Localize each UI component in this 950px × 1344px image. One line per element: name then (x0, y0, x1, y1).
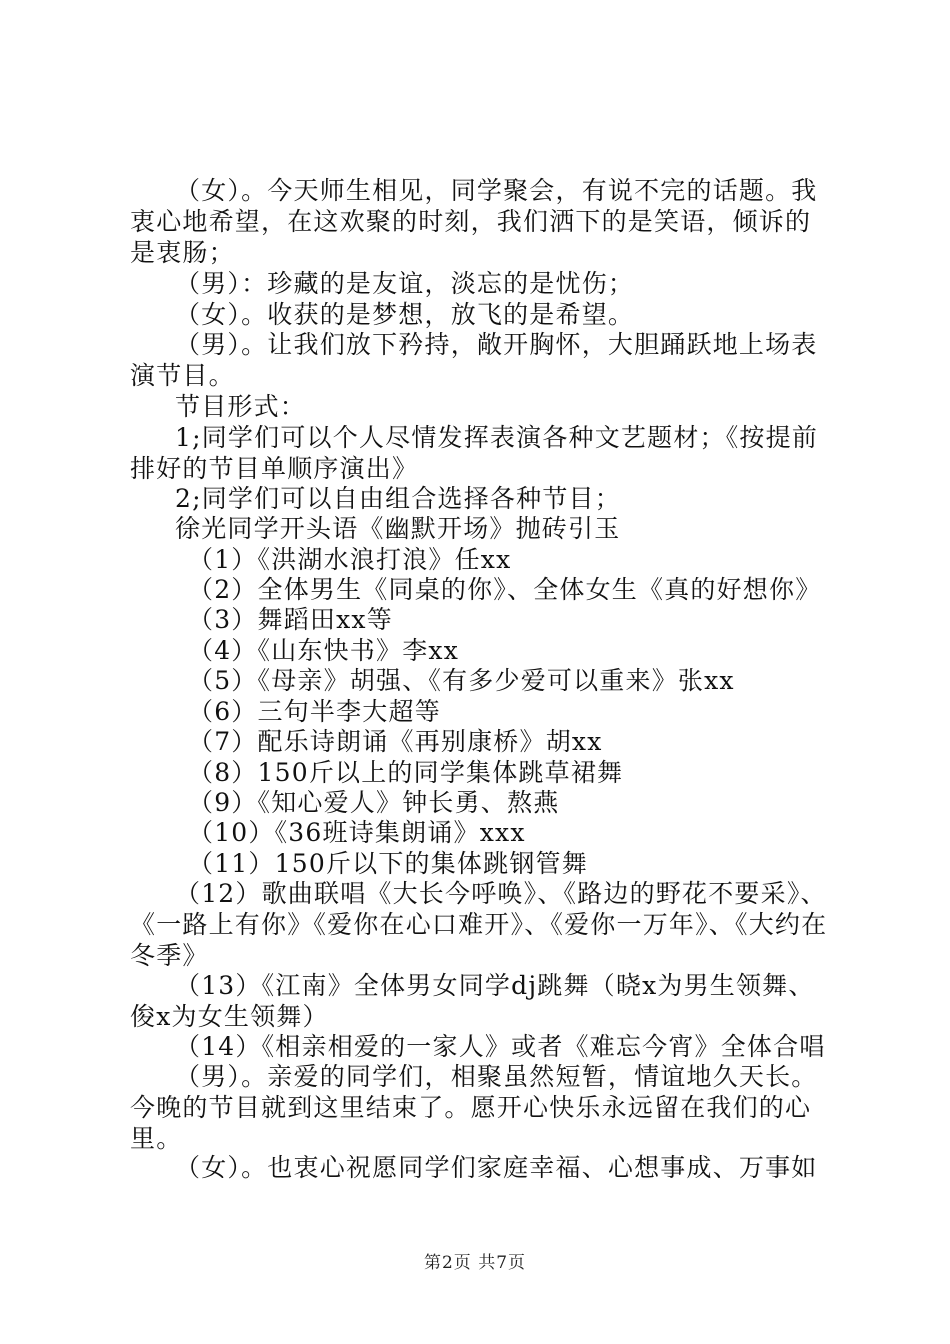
paragraph-format-1: 1;同学们可以个人尽情发挥表演各种文艺题材；《按提前排好的节目单顺序演出》 (130, 423, 819, 483)
program-item-12: （12）歌曲联唱《大长今呼唤》、《路边的野花不要采》、《一路上有你》《爱你在心口难开》、《爱你一万年》、《大约在冬季》 (130, 879, 828, 970)
program-item-14: （14）《相亲相爱的一家人》或者《难忘今宵》全体合唱 (175, 1032, 826, 1061)
program-item-6: （6）三句半李大超等 (188, 697, 441, 726)
paragraph-opening-act: 徐光同学开头语《幽默开场》抛砖引玉 (175, 514, 621, 543)
program-item-9: （9）《知心爱人》钟长勇、熬燕 (188, 788, 560, 817)
program-item-4: （4）《山东快书》李xx (188, 636, 460, 665)
program-item-8: （8）150斤以上的同学集体跳草裙舞 (188, 758, 624, 787)
program-item-11: （11）150斤以下的集体跳钢管舞 (188, 849, 588, 878)
program-item-10: （10）《36班诗集朗诵》xxx (188, 818, 526, 847)
paragraph-closing-female: （女）。也衷心祝愿同学们家庭幸福、心想事成、万事如 (175, 1153, 818, 1182)
program-item-13: （13）《江南》全体男女同学dj跳舞（晓x为男生领舞、俊x为女生领舞） (130, 971, 815, 1031)
paragraph-closing-male: （男）。亲爱的同学们，相聚虽然短暂，情谊地久天长。今晚的节目就到这里结束了。愿开心快乐永远留在我们的心里。 (130, 1062, 818, 1153)
page-footer: 第2页 共7页 (423, 1253, 527, 1273)
program-item-1: （1）《洪湖水浪打浪》任xx (188, 545, 512, 574)
program-item-7: （7）配乐诗朗诵《再别康桥》胡xx (188, 727, 603, 756)
paragraph-opening: （女）。今天师生相见，同学聚会，有说不完的话题。我衷心地希望，在这欢聚的时刻，我们洒下的是笑语，倾诉的是衷肠； (130, 176, 818, 267)
paragraph-male-1: （男）：珍藏的是友谊，淡忘的是忧伤； (175, 269, 635, 298)
section-heading-program-format: 节目形式： (175, 392, 307, 421)
paragraph-female-1: （女）。收获的是梦想，放飞的是希望。 (175, 300, 635, 329)
paragraph-male-2: （男）。让我们放下矜持，敞开胸怀，大胆踊跃地上场表演节目。 (130, 330, 818, 390)
paragraph-format-2: 2;同学们可以自由组合选择各种节目； (175, 484, 621, 513)
program-item-3: （3）舞蹈田xx等 (188, 605, 393, 634)
program-item-2: （2）全体男生《同桌的你》、全体女生《真的好想你》 (188, 575, 822, 604)
program-item-5: （5）《母亲》胡强、《有多少爱可以重来》张xx (188, 666, 735, 695)
